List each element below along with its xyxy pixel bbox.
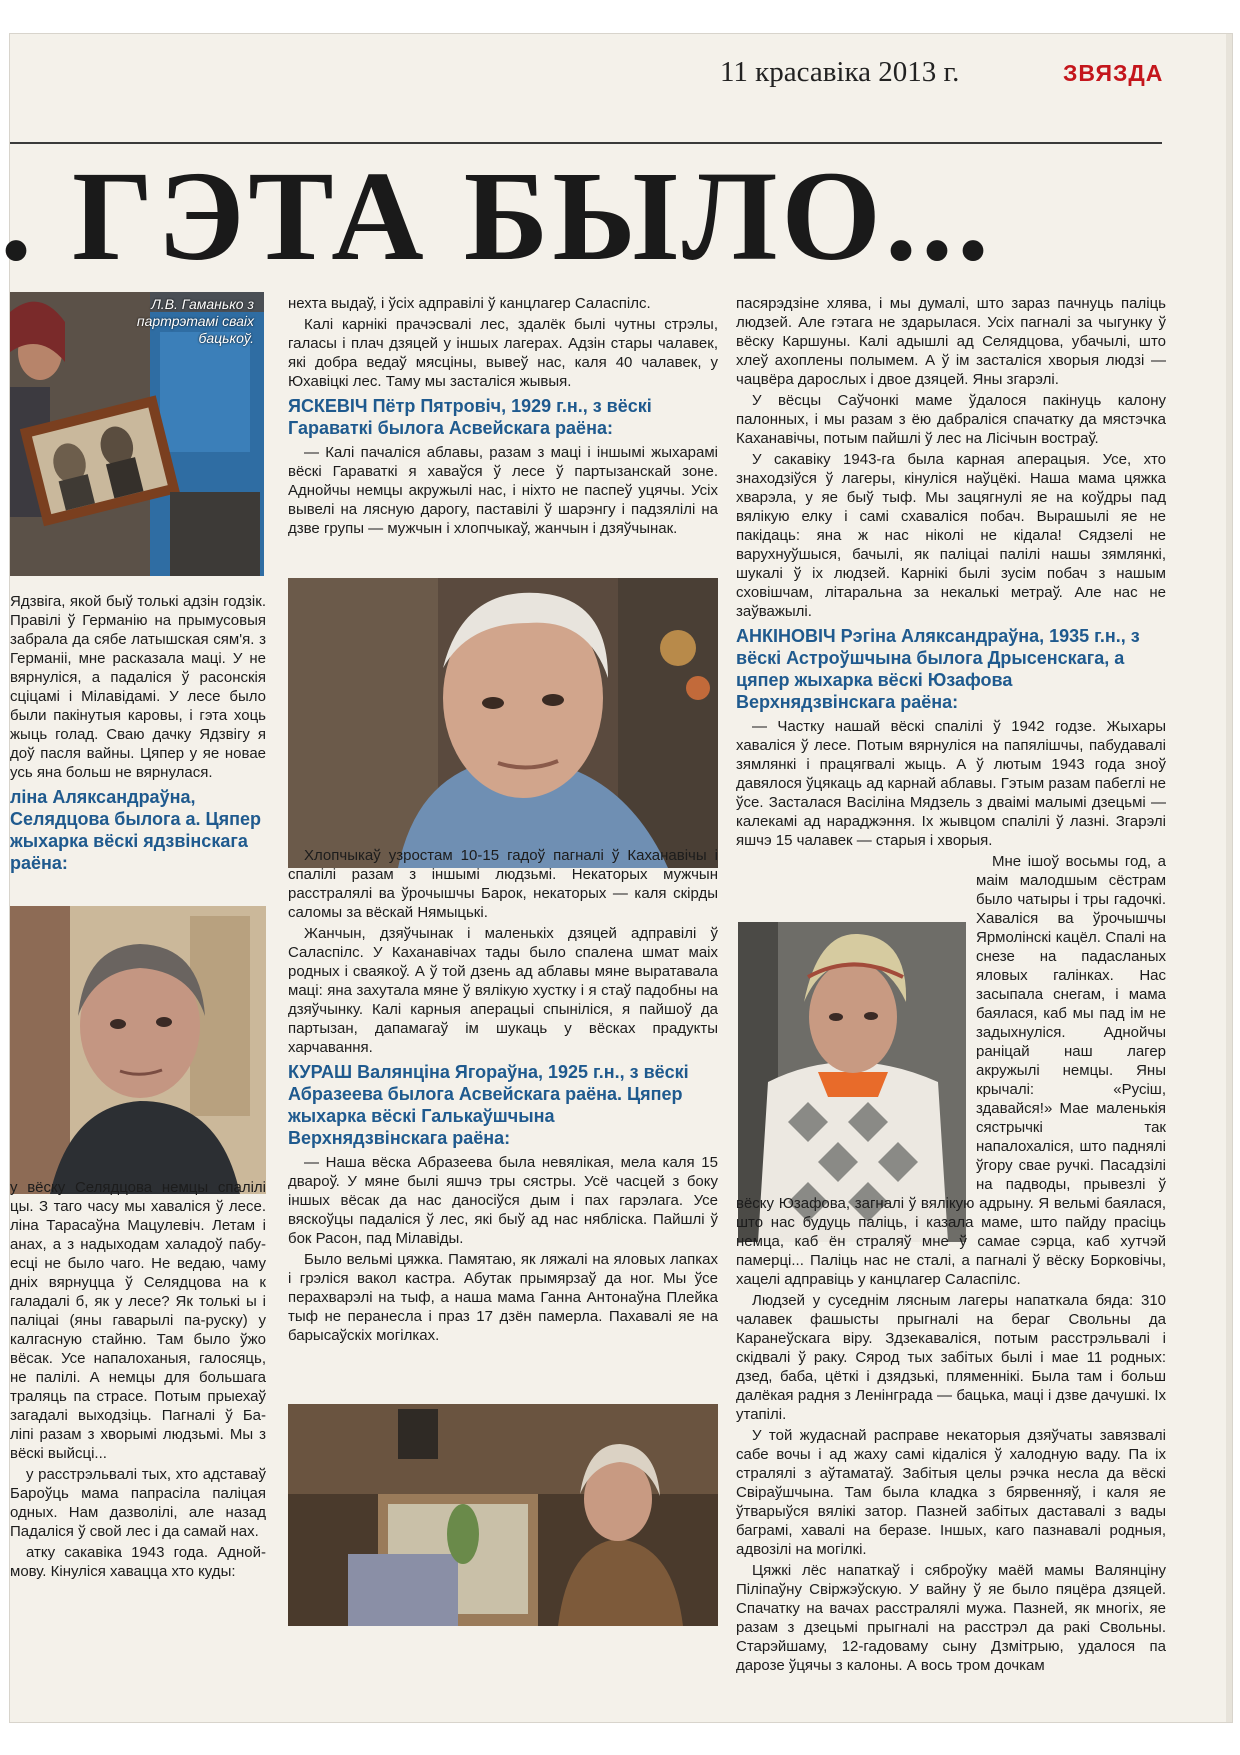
photo-kurash bbox=[288, 1404, 718, 1626]
paragraph: У той жудаснай расправе некаторыя дзяўчаты завязвалі сабе вочы і ад жаху самі кідаліся ў халодную ваду. Па іх стралялі з аўтаматаў. Забітыя целы рэчка несла да вёскі Свіраўшчына. Там была кладка з бярвенняў, і каля яе ўтварыўся вялікі затор. Пазней забітых даставалі з вады баграмі, хавалі на беразе. Іншых, каго пазнавалі родныя, адвозілі на могілкі. bbox=[736, 1427, 1166, 1558]
paragraph: Калі карнікі прачэсвалі лес, здалёк былі чутны стрэлы, галасы і плач дзяцей у іншых лагерах. Адзін стары чалавек, які добра ведаў мясціны, вывеў нас, каля 40 чалавек, у Юхавіцкі лес. Таму мы засталіся жывыя. bbox=[288, 316, 718, 390]
issue-date: 11 красавіка 2013 г. bbox=[720, 56, 960, 88]
paragraph: Было вельмі цяжка. Памятаю, як ляжалі на яловых лапках і грэліся вакол кастра. Абутак прымярзаў да ног. Мы ўсе перахварэлі на тыф, а наша мама Ганна Антонаўна Плейка тыф не перанесла і праз 17 дзён памерла. Пахавалі яе на барысаўскіх могілках. bbox=[288, 1251, 718, 1344]
paragraph: Людзей у суседнім лясным лагеры напаткала бяда: 310 чалавек фашысты прыгналі на бераг Свольны да Каранеўскага віру. Здзекаваліся, потым расстрэльвалі і скідвалі ў раку. Сярод тых забітых былі і мае 11 родных: дзед, баба, цёткі і дзядзькі, пляменнікі. Была там і больш далёкая радня з Ленінграда — бацька, маці і дзве дачушкі. Іх утапілі. bbox=[736, 1292, 1166, 1423]
paragraph: Ядзвіга, якой быў толькі адзін годзік. Правілі ў Германію на прымусовыя забрала да сябе латышская сям'я. з Германіі, мне расказала маці. У не вярнуліся, а падаліся ў расонскія сціцамі і Мілавідамі. У лесе было были пакінутыя каровы, і гэта хоць жыць голад. Сваю дачку Ядзвігу я доў пасля вайны. Цяпер у яе новае усь яна больш не вярнулася. bbox=[10, 593, 266, 781]
subheading-yaskevich: ЯСКЕВІЧ Пётр Пятровіч, 1929 г.н., з вёскі Гараваткі былога Асвейскага раёна: bbox=[288, 396, 652, 438]
paragraph: Жанчын, дзяўчынак і маленькіх дзяцей адправілі ў Саласпілс. У Каханавічах тады было спалена шмат маіх родных і сваякоў. А ў той дзень ад аблавы мяне выратавала маці: яна захутала мяне ў вялікую хустку і я стаў падобны на дзяўчынку. Калі карныя аперацыі спыніліся, я пайшоў да партызан, дапамагаў ім шукаць у вёсках прадукты харчавання. bbox=[288, 925, 718, 1056]
paragraph: — Частку нашай вёскі спалілі ў 1942 годзе. Жыхары хаваліся ў лесе. Потым вярнуліся на папялішчы, пабудавалі зямлянкі і працягвалі жыць. А ў лютым 1943 года зноў давялося ўцякаць ад карнай аблавы. Гэтым разам пабеглі не ўсе. Засталася Васіліна Мядзель з дваімі малымі дзецьмі — калекамі ад нараджэння. Іх жывцом спалілі ў лазні. Згарэлі яшчэ 15 чалавек — старыя і хворыя. bbox=[736, 718, 1166, 849]
paragraph: атку сакавіка 1943 года. Адной- мову. Кінуліся хавацца хто куды: bbox=[10, 1544, 266, 1580]
paragraph: Мне ішоў восьмы год, а маім малодшым сёстрам было чатыры і тры гадочкі. Хаваліся ва ўрочышчы Ярмолінскі кацёл. Спалі на снезе на падасланых яловых галінках. Нас засыпала снегам, і мама баялася, каб мы пад ім не задыхнуліся. Аднойчы раніцай наш лагер акружылі немцы. Яны крычалі: «Русіш, здавайся!» Мае маленькія сястрычкі так напалохаліся, што паднялі ўгору свае ручкі. Пасадзілі на падводы, прывезлі ў вёску Юзафова, загналі ў вялікую адрыну. Я вельмі баялася, што нас будуць паліць, і казала маме, што пайду прасіць немца, каб ён страляў мне ў самае сэрца, каб хутчэй памерці... Паліць нас не сталі, а пагналі ў вёску Борковічы, хацелі адправіць у канцлагер Саласпілс. bbox=[736, 853, 1166, 1288]
column-left bbox=[10, 592, 266, 1583]
column-middle bbox=[288, 294, 718, 1347]
column-right bbox=[736, 294, 1166, 1677]
subheading-ankinovich: АНКІНОВІЧ Рэгіна Аляксандраўна, 1935 г.н., з вёскі Астроўшчына былога Дрысенскага, а цяпер жыхарка вёскі Юзафова Верхнядзвінскага раёна: bbox=[736, 626, 1140, 712]
photo-float-spacer bbox=[736, 852, 976, 1182]
paragraph: — Калі пачаліся аблавы, разам з маці і іншымі жыхарамі вёскі Гараваткі я хаваўся ў лесе ў партызанскай зоне. Аднойчы немцы акружылі нас, і ніхто не паспеў уцячы. Усіх вывелі на лясную дарогу, паставілі ў шарэнгу і падзялілі на дзве групы — мужчын і хлопчыкаў, жанчын і дзяўчынак. bbox=[288, 444, 718, 537]
paragraph: — Наша вёска Абразеева была невялікая, мела каля 15 двароў. У мяне былі яшчэ тры сястры. Усё часцей з боку іншых вёсак да нас даносіўся дым і пах гарэлага. Усе вяскоўцы падаліся ў лес, які быў ад нас нябліска. Пайшлі ў бок Расон, пад Мілавіды. bbox=[288, 1154, 718, 1247]
paragraph: У сакавіку 1943-га была карная аперацыя. Усе, хто знаходзіўся ў лагеры, кінуліся наўцёкі. Наша мама цяжка хварэла, у яе быў тыф. Мы зацягнулі яе на коўдры пад вялікую елку і самі схаваліся побач. Вырашылі яе не пакідаць: яна ж нас ніколі не кідала! Сядзелі не варухнуўшыся, бачылі, як паліцаі палілі нашы зямлянкі, шукалі ў іх людзей. Карнікі былі зусім побач з нашым сховішчам, літаральна за некалькі метраў. Але нас не заўважылі. bbox=[736, 451, 1166, 620]
paragraph: нехта выдаў, і ўсіх адправілі ў канцлагер Саласпілс. bbox=[288, 295, 651, 312]
header-rule bbox=[10, 142, 1162, 144]
subheading-person: ліна Аляксандраўна, Селядцова былога а. Цяпер жыхарка вёскі ядзвінскага раёна: bbox=[10, 787, 262, 873]
page-edge bbox=[1226, 34, 1232, 1722]
paragraph: У вёсцы Саўчонкі маме ўдалося пакінуць калону палонных, і мы разам з ёю дабраліся спачатку да мястэчка Каханавічы, потым пайшлі ў лес на Лісічын востраў. bbox=[736, 392, 1166, 447]
photo-spacer bbox=[288, 540, 718, 846]
photo-caption-gamanko: Л.В. Гаманько з партрэтамі сваіх бацькоў. bbox=[136, 296, 254, 346]
photo-spacer bbox=[10, 878, 266, 1178]
paragraph: у расстрэльвалі тых, хто адставаў Бароўць мама папрасіла паліцая одных. Нам дазволілі, але назад Падаліся ў свой лес і да самай нах. bbox=[10, 1466, 266, 1540]
page-headline: . ГЭТА БЫЛО... bbox=[0, 145, 993, 287]
subheading-kurash: КУРАШ Валянціна Ягораўна, 1925 г.н., з вёскі Абразеева былога Асвейскага раёна. Цяпер жыхарка вёскі Галькаўшчына Верхнядзвінскага раёна: bbox=[288, 1062, 689, 1148]
paragraph: Цяжкі лёс напаткаў і сяброўку маёй мамы Валянціну Піліпаўну Свіржэўскую. У вайну ў яе было пяцёра дзяцей. Спачатку на вачах расстралялі мужа. Пазней, як многіх, яе разам з дзецьмі прыгналі на расстрэл да ракі Свольны. Старэйшаму, 12-гадоваму сыну Дзмітрыю, удалося па дарозе ўцячы з калоны. А вось тром дочкам bbox=[736, 1562, 1166, 1674]
newspaper-logo: ЗВЯЗДА bbox=[1063, 60, 1164, 86]
paragraph: пасярэдзіне хлява, і мы думалі, што зараз пачнуць паліць людзей. Але гэтага не здарылася. Усіх пагналі за чыгунку ў вёску Каршуны. Калі адышлі ад Селядцова, убачылі, што хлеў ахоплены полымем. А ў ім засталіся хворыя людзі — чацвёра дарослых і двое дзяцей. Яны згарэлі. bbox=[736, 295, 1166, 388]
paragraph: Хлопчыкаў узростам 10-15 гадоў пагналі ў Каханавічы і спалілі разам з іншымі людзьмі. Некаторых мужчын расстралялі ва ўрочышчы Барок, некаторых — каля скірды саломы за вёскай Нямыцькі. bbox=[288, 847, 718, 921]
paragraph: у вёску Селядцова немцы спалілі цы. З таго часу мы хаваліся ў лесе. ліна Тарасаўна Мацулевіч. Летам і анах, а з надыходам халадоў пабу- есці не было чаго. Не ведаю, чаму дніх вярнуцца ў Селядцова на к галадалі б, як у лесе? Як толькі ы і паліцаі (яны гаварылі па-руску) у калгасную стайню. Там было ўжо вёсак. Усе напалоханыя, галосяць, не палілі. А немцы для большага траляць па страсе. Потым прыехаў загадалі выходзіць. Пагналі ў Ба- ліпі разам з хворымі людзьмі. Мы з вёскі выйсці... bbox=[10, 1179, 266, 1462]
